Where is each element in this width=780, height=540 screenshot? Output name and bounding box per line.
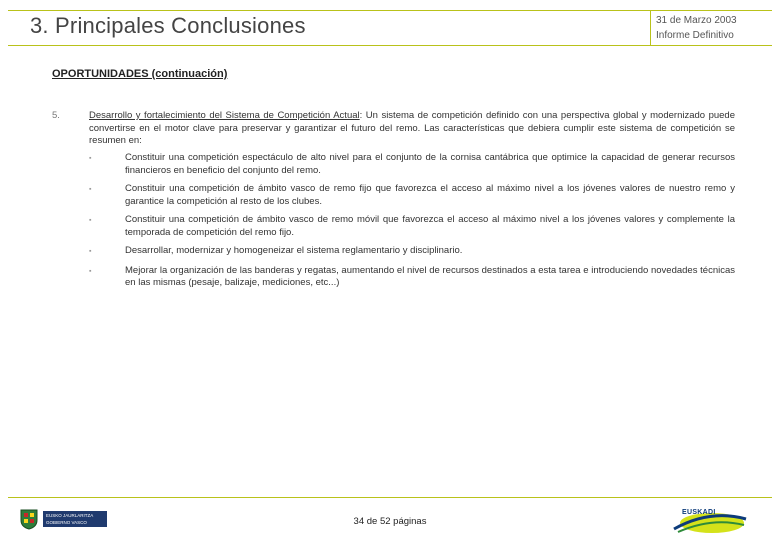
report-status: Informe Definitivo [656,30,734,41]
logo-line-1: EUSKO JAURLARITZA [46,513,94,518]
bullet-text: Mejorar la organización de las banderas y regatas, aumentando el nivel de recursos destinados a esta tarea e introduciendo novedades técnicas en las mismas (pesaje, balizaje, mediciones, etc...) [125,264,735,288]
item-body: : Un sistema de competición definido con una perspectiva global y modernizado puede convertirse en el motor clave para preservar y garantizar el futuro del remo. Las características que debiera cumplir este sistema de competición se resumen en: [89,110,735,146]
list-item [89,152,735,177]
header-top-rule [8,10,772,11]
report-date: 31 de Marzo 2003 [656,15,737,26]
bullet-square-icon: ▪ [89,155,92,162]
euskadi-logo [670,505,750,535]
bullet-square-icon: ▪ [89,248,92,255]
bullet-square-icon: ▪ [89,186,92,193]
section-heading: OPORTUNIDADES (continuación) [52,68,228,80]
bullet-list [89,152,735,296]
header-divider [650,10,651,46]
euskadi-wordmark: EUSKADI [682,509,716,516]
logo-line-2: GOBIERNO VASCO [46,520,87,525]
item-paragraph [89,110,735,148]
bullet-square-icon: ▪ [89,217,92,224]
bullet-text: Constituir una competición espectáculo de alto nivel para el conjunto de la cornisa cantábrica que optimice la capacidad de generar recursos financieros en beneficio del conjunto del remo. [125,152,735,176]
page-title: 3. Principales Conclusiones [30,13,306,38]
bullet-text: Constituir una competición de ámbito vasco de remo móvil que favorezca el acceso al máximo nivel a los jóvenes valores y complemente la temporada de competición del remo fijo. [125,214,735,238]
bullet-text: Constituir una competición de ámbito vasco de remo fijo que favorezca el acceso al máximo nivel a los jóvenes valores de nuestro remo y garantice la competición al resto de los clubes. [125,183,735,207]
list-item [89,183,735,208]
bullet-square-icon: ▪ [89,267,92,275]
page-number: 34 de 52 páginas [353,516,427,527]
list-item [89,265,735,290]
bullet-text: Desarrollar, modernizar y homogeneizar el sistema reglamentario y disciplinario. [125,245,463,256]
footer-rule [8,497,772,498]
header-meta [656,13,737,43]
item-number: 5. [52,110,60,121]
item-underlined-title: Desarrollo y fortalecimiento del Sistema de Competición Actual [89,110,360,121]
list-item [89,214,735,239]
header-bottom-rule [8,45,772,46]
list-item [89,245,735,259]
